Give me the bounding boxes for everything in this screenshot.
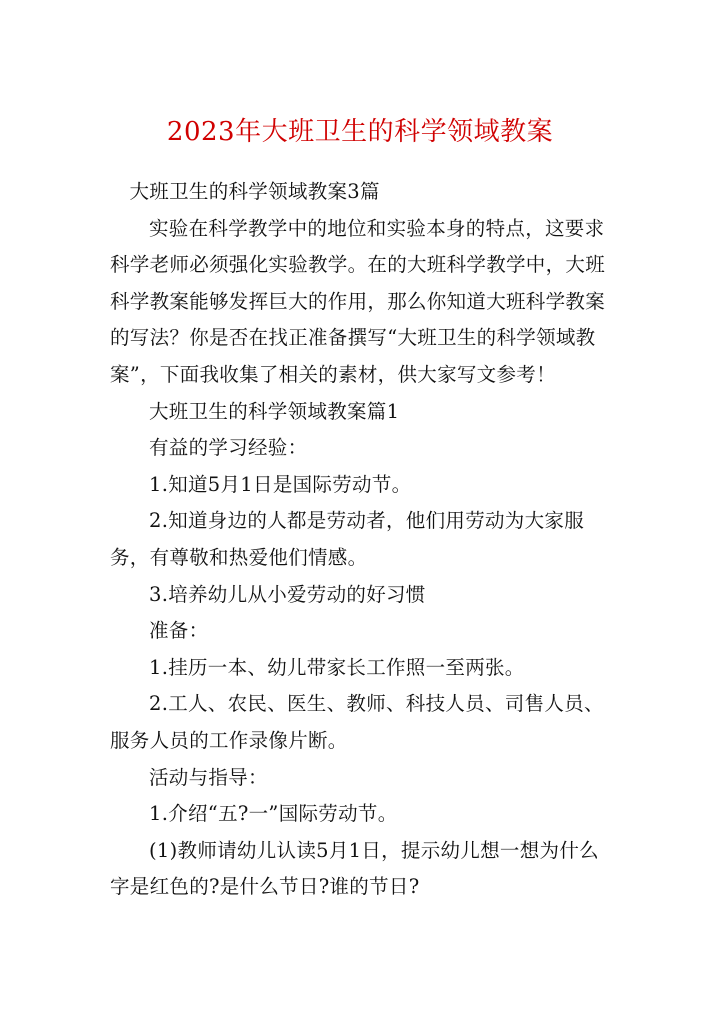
paragraph: 活动与指导：	[149, 765, 268, 789]
document-title: 2023年大班卫生的科学领域教案	[166, 117, 554, 147]
paragraph: 1.介绍“五?一”国际劳动节。	[149, 802, 398, 826]
paragraph: 有益的学习经验：	[149, 436, 308, 460]
paragraph: 1.挂历一本、幼儿带家长工作照一至两张。	[149, 655, 525, 679]
paragraph: 3.培养幼儿从小爱劳动的好习惯	[149, 582, 426, 606]
document-body	[110, 174, 616, 906]
intro-paragraph: 实验在科学教学中的地位和实验本身的特点，这要求科学老师必须强化实验教学。在的大班科学教学中，大班科学教案能够发挥巨大的作用，那么你知道大班科学教案的写法？你是否在找正准备撰写“大班卫生的科学领域教案”，下面我收集了相关的素材，供大家写文参考！	[110, 216, 606, 386]
paragraph: 2.知道身边的人都是劳动者，他们用劳动为大家服务，有尊敬和热爱他们情感。	[110, 509, 585, 569]
paragraph: 2.工人、农民、医生、教师、科技人员、司售人员、服务人员的工作录像片断。	[110, 692, 604, 752]
section-heading: 大班卫生的科学领域教案篇1	[149, 399, 400, 423]
paragraph: 准备：	[149, 619, 209, 643]
document-subtitle: 大班卫生的科学领域教案3篇	[129, 180, 380, 203]
paragraph: 1.知道5月1日是国际劳动节。	[149, 472, 412, 496]
paragraph: (1)教师请幼儿认读5月1日，提示幼儿想一想为什么字是红色的?是什么节日?谁的节日?	[110, 838, 599, 899]
